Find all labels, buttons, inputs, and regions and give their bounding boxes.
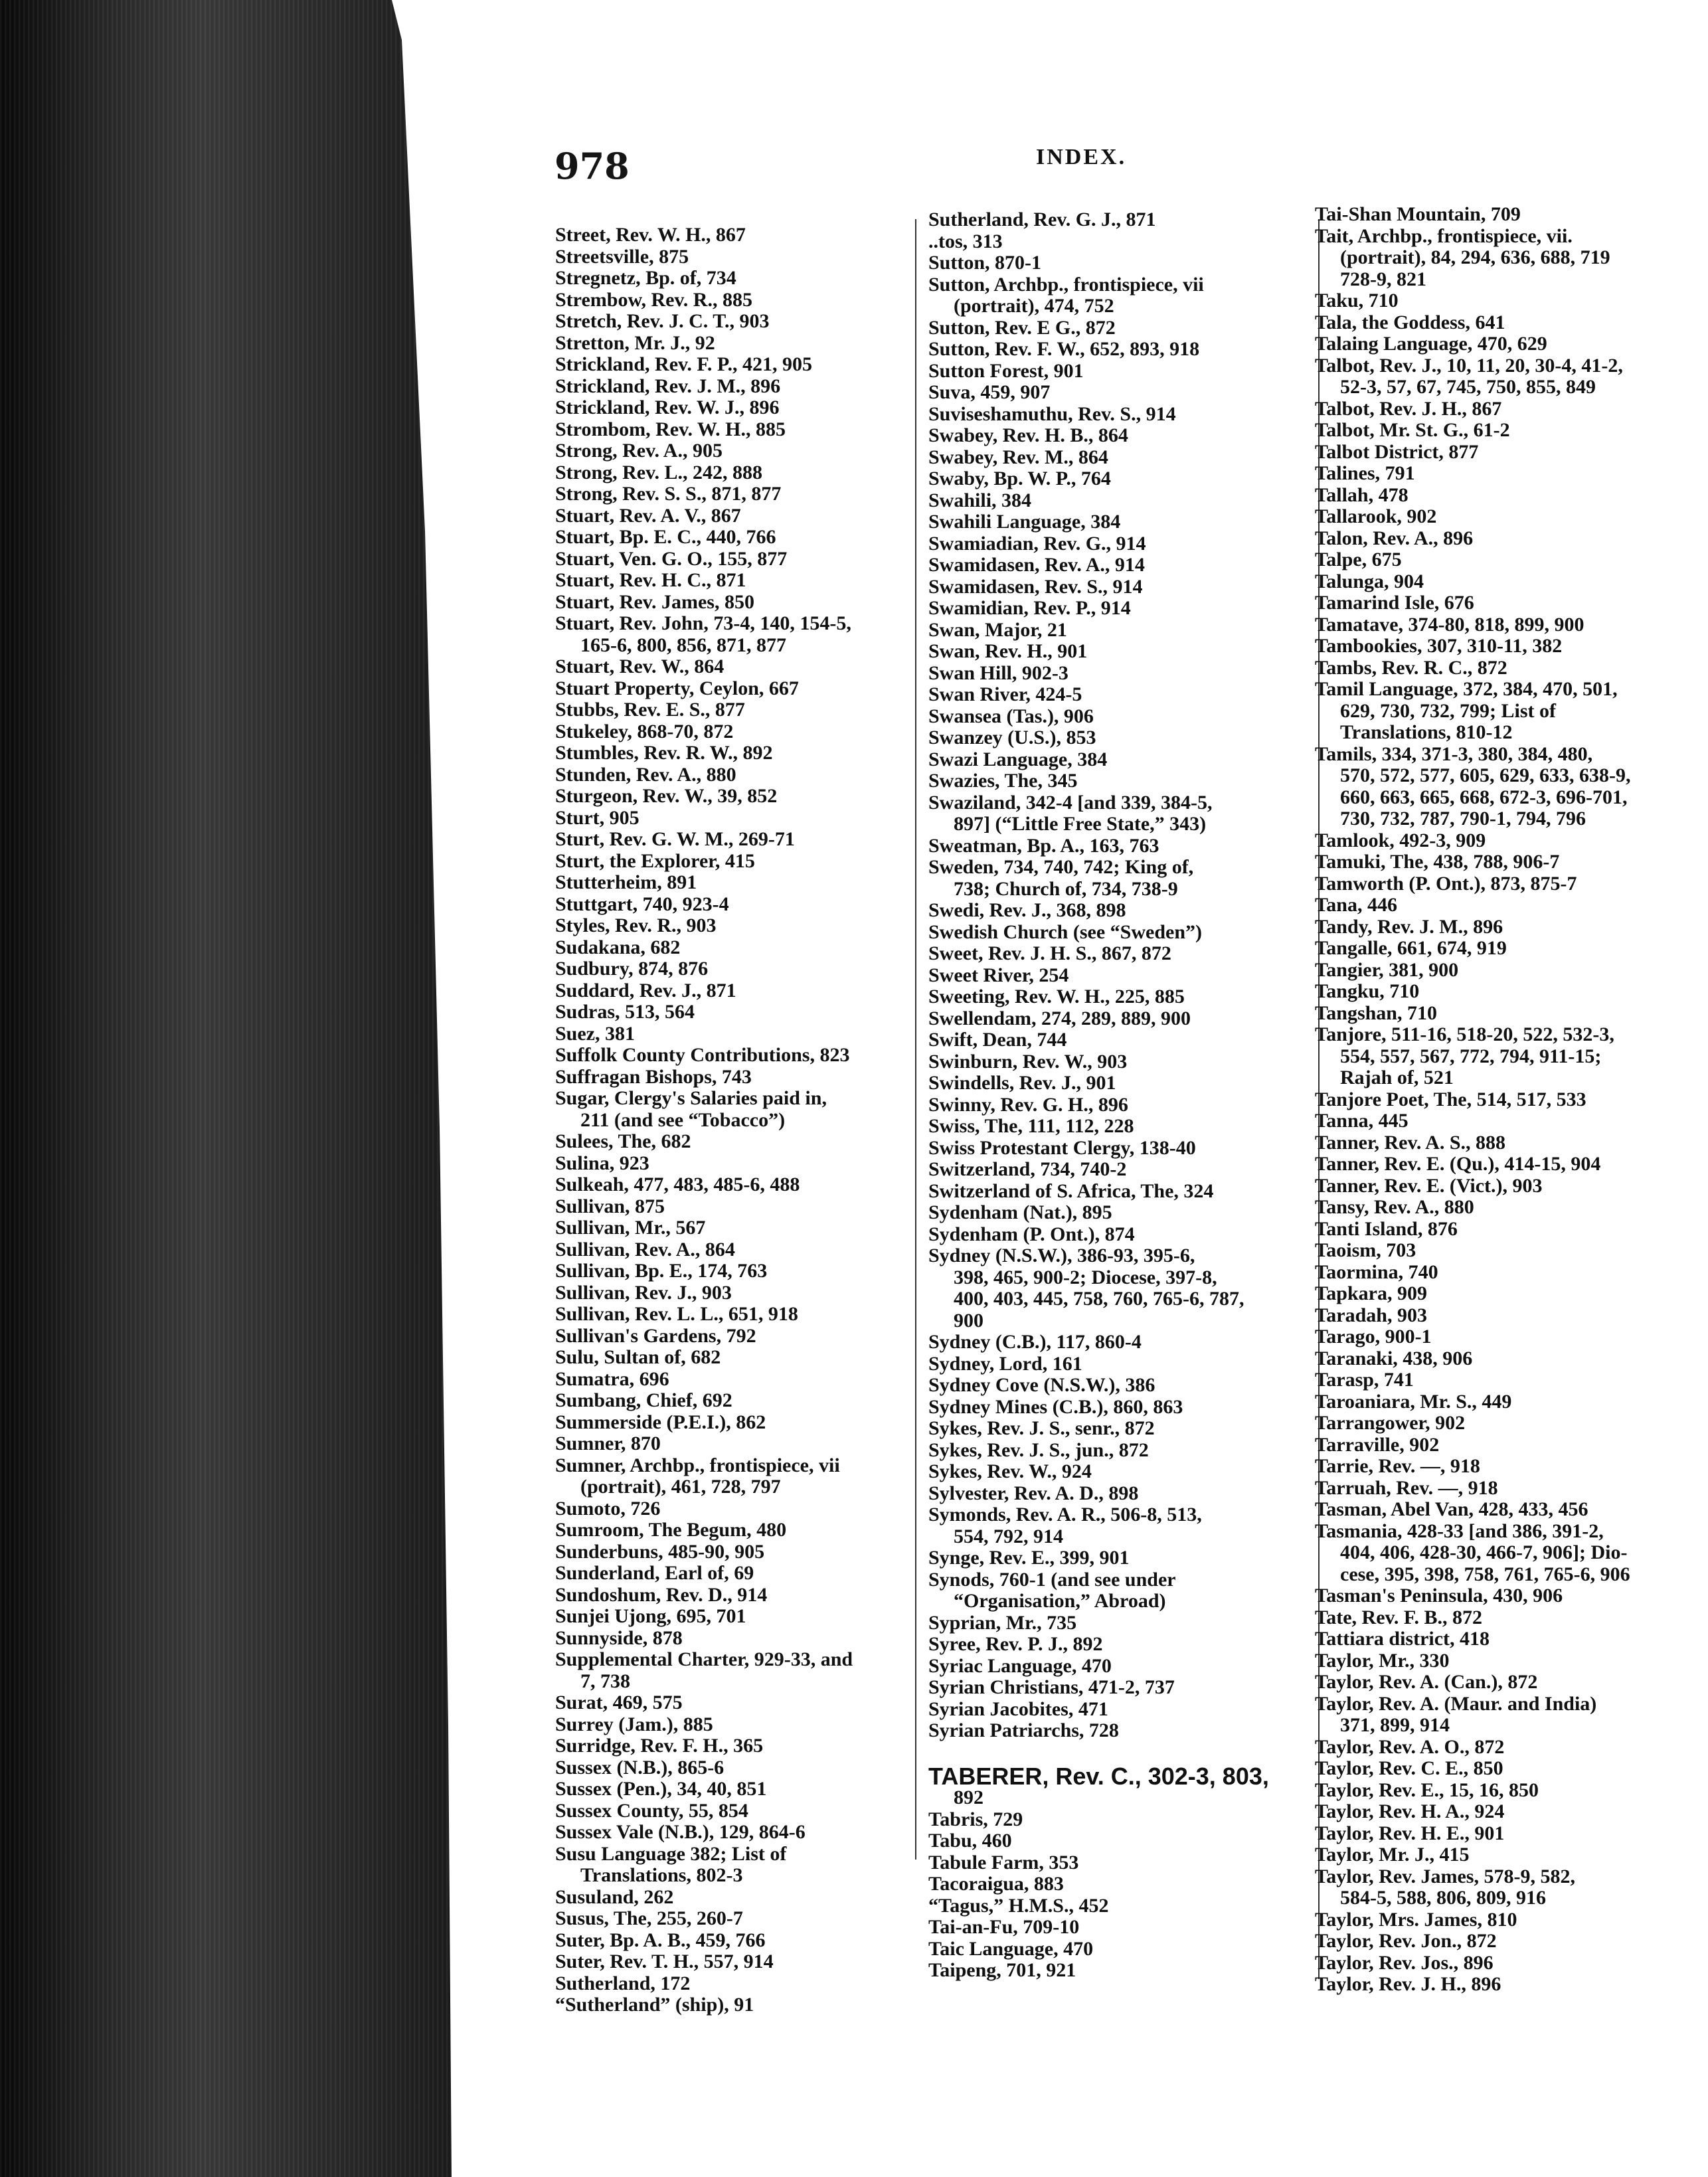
index-entry: Susu Language 382; List of bbox=[555, 1842, 787, 1865]
index-entry: Taylor, Rev. H. E., 901 bbox=[1315, 1822, 1505, 1844]
index-entry: Swahili Language, 384 bbox=[928, 511, 1121, 533]
index-entry: Taylor, Mr., 330 bbox=[1315, 1649, 1450, 1672]
index-entry: Taylor, Rev. H. A., 924 bbox=[1315, 1800, 1505, 1822]
index-entry: Taylor, Rev. C. E., 850 bbox=[1315, 1757, 1503, 1779]
index-entry: Tai-an-Fu, 709-10 bbox=[928, 1916, 1080, 1938]
index-entry: Taylor, Rev. J. H., 896 bbox=[1315, 1973, 1501, 1995]
index-entry: Suffragan Bishops, 743 bbox=[555, 1065, 752, 1088]
index-entry: Strickland, Rev. F. P., 421, 905 bbox=[555, 353, 812, 375]
index-entry: Styles, Rev. R., 903 bbox=[555, 914, 717, 936]
index-entry: Streetsville, 875 bbox=[555, 245, 689, 268]
index-entry: Tana, 446 bbox=[1315, 894, 1397, 916]
index-entry: Sudakana, 682 bbox=[555, 936, 681, 958]
index-entry: Suffolk County Contributions, 823 bbox=[555, 1044, 850, 1066]
index-column-1 bbox=[555, 224, 947, 2016]
index-entry: Stregnetz, Bp. of, 734 bbox=[555, 267, 736, 289]
index-entry-continuation: “Organisation,” Abroad) bbox=[954, 1590, 1166, 1612]
index-entry: Street, Rev. W. H., 867 bbox=[555, 224, 746, 246]
index-entry: Swan Hill, 902-3 bbox=[928, 661, 1068, 684]
index-entry: Sudbury, 874, 876 bbox=[555, 958, 709, 980]
index-entry: Tattiara district, 418 bbox=[1315, 1628, 1490, 1650]
index-entry: Swazi Language, 384 bbox=[928, 748, 1108, 770]
index-entry: Sylvester, Rev. A. D., 898 bbox=[928, 1482, 1139, 1504]
index-entry: Stuart, Rev. H. C., 871 bbox=[555, 569, 746, 591]
index-entry-continuation: (portrait), 461, 728, 797 bbox=[580, 1476, 781, 1498]
index-entry: Sunderland, Earl of, 69 bbox=[555, 1562, 754, 1584]
index-entry: Swamiadian, Rev. G., 914 bbox=[928, 532, 1146, 555]
index-entry: Stuart, Rev. A. V., 867 bbox=[555, 504, 741, 527]
index-entry: Syrian Patriarchs, 728 bbox=[928, 1719, 1119, 1741]
index-entry: Sulu, Sultan of, 682 bbox=[555, 1346, 721, 1368]
index-entry: Suter, Rev. T. H., 557, 914 bbox=[555, 1951, 774, 1972]
index-entry: Syrian Christians, 471-2, 737 bbox=[928, 1676, 1175, 1698]
index-entry: Taradah, 903 bbox=[1315, 1304, 1427, 1326]
index-entry: Swan, Major, 21 bbox=[928, 618, 1067, 641]
index-entry: Stutterheim, 891 bbox=[555, 871, 697, 893]
index-entry-continuation: 554, 557, 567, 772, 794, 911-15; bbox=[1340, 1045, 1602, 1067]
index-entry: Talunga, 904 bbox=[1315, 570, 1424, 592]
index-entry: Stuart, Ven. G. O., 155, 877 bbox=[555, 547, 788, 570]
index-entry: Swellendam, 274, 289, 889, 900 bbox=[928, 1007, 1191, 1029]
index-entry: Sudras, 513, 564 bbox=[555, 1001, 695, 1023]
index-entry: Swamidian, Rev. P., 914 bbox=[928, 597, 1131, 619]
index-entry: Sydenham (P. Ont.), 874 bbox=[928, 1223, 1135, 1245]
index-entry: Sulina, 923 bbox=[555, 1152, 649, 1174]
running-title: INDEX. bbox=[1036, 145, 1127, 169]
index-entry: TABERER, Rev. C., 302-3, 803, bbox=[928, 1762, 1269, 1790]
index-entry: Talon, Rev. A., 896 bbox=[1315, 527, 1474, 549]
index-entry: Sykes, Rev. J. S., jun., 872 bbox=[928, 1438, 1149, 1461]
index-entry: Tarruah, Rev. —, 918 bbox=[1315, 1476, 1498, 1499]
index-entry: Talaing Language, 470, 629 bbox=[1315, 333, 1547, 355]
index-entry: Talpe, 675 bbox=[1315, 549, 1402, 570]
index-entry: Tanner, Rev. E. (Qu.), 414-15, 904 bbox=[1315, 1153, 1601, 1175]
index-entry: Taranaki, 438, 906 bbox=[1315, 1347, 1473, 1369]
index-entry: Suez, 381 bbox=[555, 1022, 635, 1045]
index-entry: Syree, Rev. P. J., 892 bbox=[928, 1633, 1103, 1655]
index-entry: Strombom, Rev. W. H., 885 bbox=[555, 418, 786, 440]
index-entry: Sykes, Rev. W., 924 bbox=[928, 1460, 1092, 1482]
index-entry-continuation: 398, 465, 900-2; Diocese, 397-8, bbox=[954, 1266, 1217, 1288]
index-entry: Taylor, Rev. Jos., 896 bbox=[1315, 1951, 1494, 1974]
index-entry: Sweet, Rev. J. H. S., 867, 872 bbox=[928, 942, 1171, 964]
index-entry-continuation: 728-9, 821 bbox=[1340, 268, 1426, 290]
index-entry: Taylor, Rev. E., 15, 16, 850 bbox=[1315, 1779, 1539, 1801]
index-entry: Suva, 459, 907 bbox=[928, 381, 1051, 403]
index-entry: Swindells, Rev. J., 901 bbox=[928, 1072, 1116, 1094]
index-entry: Stunden, Rev. A., 880 bbox=[555, 763, 736, 786]
index-entry: Summerside (P.E.I.), 862 bbox=[555, 1411, 766, 1433]
index-entry: Tanna, 445 bbox=[1315, 1110, 1409, 1132]
index-entry: Sumbang, Chief, 692 bbox=[555, 1389, 732, 1411]
index-entry: Sussex (N.B.), 865-6 bbox=[555, 1756, 725, 1779]
index-entry: Sullivan, Rev. A., 864 bbox=[555, 1238, 735, 1261]
index-entry: Swift, Dean, 744 bbox=[928, 1029, 1067, 1051]
index-entry: Tambookies, 307, 310-11, 382 bbox=[1315, 635, 1563, 657]
index-entry: Taylor, Rev. Jon., 872 bbox=[1315, 1930, 1497, 1952]
index-entry: Tarasp, 741 bbox=[1315, 1369, 1414, 1391]
index-entry: Swanzey (U.S.), 853 bbox=[928, 727, 1096, 748]
index-entry: Stubbs, Rev. E. S., 877 bbox=[555, 699, 745, 721]
index-entry: Swansea (Tas.), 906 bbox=[928, 705, 1094, 727]
page-number: 978 bbox=[555, 145, 630, 187]
index-entry: Syprian, Mr., 735 bbox=[928, 1611, 1077, 1634]
index-entry: Surrey (Jam.), 885 bbox=[555, 1713, 713, 1735]
index-entry: Taylor, Rev. A. O., 872 bbox=[1315, 1735, 1505, 1758]
index-entry: Tamarind Isle, 676 bbox=[1315, 592, 1474, 614]
index-entry: Susuland, 262 bbox=[555, 1885, 674, 1908]
index-entry-continuation: 165-6, 800, 856, 871, 877 bbox=[580, 634, 786, 656]
index-entry: Sulees, The, 682 bbox=[555, 1130, 691, 1152]
index-entry: Tarrangower, 902 bbox=[1315, 1412, 1466, 1434]
index-entry: Swan, Rev. H., 901 bbox=[928, 640, 1088, 662]
index-entry: Tarraville, 902 bbox=[1315, 1433, 1440, 1456]
index-entry: Sydney, Lord, 161 bbox=[928, 1352, 1082, 1375]
index-entry: Swabey, Rev. M., 864 bbox=[928, 446, 1108, 468]
index-entry: ..tos, 313 bbox=[928, 230, 1003, 252]
index-entry: Sumner, Archbp., frontispiece, vii bbox=[555, 1454, 840, 1476]
index-entry: Tabule Farm, 353 bbox=[928, 1851, 1079, 1873]
index-entry: Tamworth (P. Ont.), 873, 875-7 bbox=[1315, 872, 1577, 895]
index-entry: Tasman's Peninsula, 430, 906 bbox=[1315, 1585, 1563, 1607]
index-entry: Sunjei Ujong, 695, 701 bbox=[555, 1605, 746, 1627]
index-entry: Sutherland, Rev. G. J., 871 bbox=[928, 209, 1156, 230]
index-entry-continuation: 738; Church of, 734, 738-9 bbox=[954, 877, 1178, 900]
index-entry-continuation: 897] (“Little Free State,” 343) bbox=[954, 813, 1207, 835]
index-entry: Swiss, The, 111, 112, 228 bbox=[928, 1115, 1134, 1137]
index-entry-continuation: 730, 732, 787, 790-1, 794, 796 bbox=[1340, 808, 1586, 829]
index-entry: Swinny, Rev. G. H., 896 bbox=[928, 1093, 1128, 1116]
index-entry: Taylor, Rev. A. (Maur. and India) bbox=[1315, 1692, 1597, 1715]
index-entry: Sturt, Rev. G. W. M., 269-71 bbox=[555, 828, 795, 850]
index-entry: Strickland, Rev. W. J., 896 bbox=[555, 396, 780, 418]
index-entry: Tacoraigua, 883 bbox=[928, 1873, 1064, 1895]
index-entry: Tangshan, 710 bbox=[1315, 1001, 1437, 1024]
index-entry: Sweden, 734, 740, 742; King of, bbox=[928, 856, 1194, 878]
index-entry: “Sutherland” (ship), 91 bbox=[555, 1994, 754, 2016]
index-entry: Synge, Rev. E., 399, 901 bbox=[928, 1547, 1130, 1569]
index-entry: Sussex (Pen.), 34, 40, 851 bbox=[555, 1778, 767, 1800]
index-entry-continuation: 570, 572, 577, 605, 629, 633, 638-9, bbox=[1340, 764, 1631, 786]
index-entry: Sumner, 870 bbox=[555, 1433, 661, 1454]
index-entry: Swazies, The, 345 bbox=[928, 770, 1078, 792]
index-entry: Stuart, Rev. James, 850 bbox=[555, 590, 754, 613]
index-entry: Tait, Archbp., frontispiece, vii. bbox=[1315, 224, 1573, 247]
index-entry: Strickland, Rev. J. M., 896 bbox=[555, 375, 781, 397]
index-entry: Tamuki, The, 438, 788, 906-7 bbox=[1315, 851, 1560, 873]
index-entry: Talbot District, 877 bbox=[1315, 440, 1479, 463]
index-entry: Talbot, Rev. J., 10, 11, 20, 30-4, 41-2, bbox=[1315, 354, 1623, 377]
index-entry: Sutherland, 172 bbox=[555, 1972, 691, 1994]
index-entry: Tamil Language, 372, 384, 470, 501, bbox=[1315, 678, 1618, 700]
index-entry: Taylor, Rev. A. (Can.), 872 bbox=[1315, 1671, 1538, 1693]
index-entry: Tanti Island, 876 bbox=[1315, 1217, 1458, 1240]
index-entry: Sykes, Rev. J. S., senr., 872 bbox=[928, 1417, 1155, 1439]
index-entry: Sutton, Rev. F. W., 652, 893, 918 bbox=[928, 338, 1200, 360]
index-entry: Switzerland, 734, 740-2 bbox=[928, 1158, 1127, 1180]
index-entry: Sussex County, 55, 854 bbox=[555, 1799, 748, 1822]
index-entry: Sullivan's Gardens, 792 bbox=[555, 1324, 756, 1347]
index-entry: Talines, 791 bbox=[1315, 462, 1415, 484]
index-entry: Tai-Shan Mountain, 709 bbox=[1315, 203, 1521, 225]
index-entry: Sturt, the Explorer, 415 bbox=[555, 849, 755, 872]
index-entry: Tangalle, 661, 674, 919 bbox=[1315, 937, 1507, 959]
index-entry: Stuttgart, 740, 923-4 bbox=[555, 893, 729, 915]
index-entry-continuation: Translations, 810-12 bbox=[1340, 721, 1513, 743]
index-entry: Sullivan, Rev. J., 903 bbox=[555, 1281, 732, 1304]
index-entry: Sumatra, 696 bbox=[555, 1367, 669, 1390]
index-entry: Sutton, Rev. E G., 872 bbox=[928, 316, 1116, 339]
index-entry: Tarrie, Rev. —, 918 bbox=[1315, 1455, 1480, 1477]
index-entry: Swiss Protestant Clergy, 138-40 bbox=[928, 1136, 1196, 1159]
index-entry: Talbot, Rev. J. H., 867 bbox=[1315, 397, 1502, 420]
book-edge bbox=[0, 0, 452, 2177]
index-entry: Sydney Cove (N.S.W.), 386 bbox=[928, 1374, 1155, 1396]
index-entry-continuation: 211 (and see “Tobacco”) bbox=[580, 1108, 786, 1131]
index-entry: Swedi, Rev. J., 368, 898 bbox=[928, 899, 1126, 921]
index-entry: Tanner, Rev. E. (Vict.), 903 bbox=[1315, 1174, 1543, 1197]
index-entry: Tabris, 729 bbox=[928, 1808, 1023, 1830]
index-entry: Sullivan, Rev. L. L., 651, 918 bbox=[555, 1303, 798, 1325]
index-entry: Sulkeah, 477, 483, 485-6, 488 bbox=[555, 1174, 800, 1195]
index-entry: “Tagus,” H.M.S., 452 bbox=[928, 1894, 1109, 1917]
index-entry: Swedish Church (see “Sweden”) bbox=[928, 920, 1202, 943]
index-entry: Taormina, 740 bbox=[1315, 1261, 1438, 1283]
index-entry: Tabu, 460 bbox=[928, 1830, 1012, 1852]
index-entry: Taylor, Mr. J., 415 bbox=[1315, 1844, 1470, 1866]
index-entry: Tamatave, 374-80, 818, 899, 900 bbox=[1315, 613, 1584, 636]
index-entry: Sturt, 905 bbox=[555, 806, 640, 829]
index-entry-continuation: (portrait), 474, 752 bbox=[954, 295, 1114, 317]
index-entry: Swabey, Rev. H. B., 864 bbox=[928, 424, 1128, 446]
index-entry: Suter, Bp. A. B., 459, 766 bbox=[555, 1929, 766, 1951]
index-entry: Taku, 710 bbox=[1315, 290, 1399, 311]
index-entry: Tamils, 334, 371-3, 380, 384, 480, bbox=[1315, 742, 1593, 765]
index-entry: Sunderbuns, 485-90, 905 bbox=[555, 1540, 765, 1563]
index-entry: Taoism, 703 bbox=[1315, 1239, 1416, 1261]
index-entry: Tanjore Poet, The, 514, 517, 533 bbox=[1315, 1088, 1586, 1110]
index-entry: Tallarook, 902 bbox=[1315, 505, 1437, 527]
index-entry-continuation: 52-3, 57, 67, 745, 750, 855, 849 bbox=[1340, 376, 1596, 398]
index-entry: Surat, 469, 575 bbox=[555, 1692, 683, 1713]
index-entry: Strong, Rev. S. S., 871, 877 bbox=[555, 483, 782, 505]
index-entry: Sullivan, Mr., 567 bbox=[555, 1217, 706, 1239]
index-column-2 bbox=[928, 209, 1314, 1982]
index-entry: Surridge, Rev. F. H., 365 bbox=[555, 1735, 764, 1757]
index-entry: Taroaniara, Mr. S., 449 bbox=[1315, 1390, 1512, 1413]
index-entry-continuation: Rajah of, 521 bbox=[1340, 1067, 1454, 1088]
index-entry: Tarago, 900-1 bbox=[1315, 1326, 1432, 1348]
index-entry: Taipeng, 701, 921 bbox=[928, 1959, 1076, 1981]
index-entry: Swaziland, 342-4 [and 339, 384-5, bbox=[928, 791, 1213, 814]
index-entry: Taic Language, 470 bbox=[928, 1937, 1094, 1960]
index-entry: Tala, the Goddess, 641 bbox=[1315, 311, 1505, 333]
index-entry: Stuart Property, Ceylon, 667 bbox=[555, 677, 799, 699]
index-entry: Sullivan, Bp. E., 174, 763 bbox=[555, 1260, 768, 1282]
index-entry: Sugar, Clergy's Salaries paid in, bbox=[555, 1087, 827, 1109]
index-entry-continuation: 371, 899, 914 bbox=[1340, 1714, 1450, 1736]
index-entry: Tate, Rev. F. B., 872 bbox=[1315, 1606, 1482, 1628]
index-entry: Sydenham (Nat.), 895 bbox=[928, 1201, 1112, 1223]
index-entry: Tasman, Abel Van, 428, 433, 456 bbox=[1315, 1498, 1588, 1520]
index-entry: Stumbles, Rev. R. W., 892 bbox=[555, 742, 773, 764]
index-entry: Swan River, 424-5 bbox=[928, 683, 1082, 705]
index-entry: Sunnyside, 878 bbox=[555, 1626, 683, 1649]
index-entry: Susus, The, 255, 260-7 bbox=[555, 1907, 743, 1929]
index-entry: Tansy, Rev. A., 880 bbox=[1315, 1196, 1474, 1218]
index-entry-continuation: 404, 406, 428-30, 466-7, 906]; Dio- bbox=[1340, 1541, 1628, 1563]
index-entry: Strembow, Rev. R., 885 bbox=[555, 288, 752, 311]
index-entry: Swinburn, Rev. W., 903 bbox=[928, 1050, 1128, 1073]
index-entry: Swahili, 384 bbox=[928, 489, 1032, 511]
index-entry-continuation: 629, 730, 732, 799; List of bbox=[1340, 699, 1556, 722]
index-entry: Sutton Forest, 901 bbox=[928, 359, 1084, 382]
index-entry-continuation: 7, 738 bbox=[580, 1670, 630, 1692]
index-entry: Stretch, Rev. J. C. T., 903 bbox=[555, 310, 770, 332]
index-entry: Sydney (C.B.), 117, 860-4 bbox=[928, 1331, 1142, 1353]
index-entry: Stretton, Mr. J., 92 bbox=[555, 331, 715, 354]
index-entry: Strong, Rev. L., 242, 888 bbox=[555, 461, 762, 483]
index-entry: Tallah, 478 bbox=[1315, 483, 1409, 506]
index-entry: Stuart, Bp. E. C., 440, 766 bbox=[555, 526, 776, 548]
index-entry: Tangku, 710 bbox=[1315, 980, 1420, 1002]
index-entry: Tanjore, 511-16, 518-20, 522, 532-3, bbox=[1315, 1023, 1614, 1045]
index-entry: Sumoto, 726 bbox=[555, 1497, 661, 1520]
index-entry: Tambs, Rev. R. C., 872 bbox=[1315, 656, 1507, 679]
index-entry: Swamidasen, Rev. S., 914 bbox=[928, 575, 1143, 598]
index-entry: Sweeting, Rev. W. H., 225, 885 bbox=[928, 986, 1185, 1007]
index-entry: Tandy, Rev. J. M., 896 bbox=[1315, 915, 1503, 938]
index-entry-continuation: Translations, 802-3 bbox=[580, 1864, 743, 1886]
index-entry: Swaby, Bp. W. P., 764 bbox=[928, 468, 1111, 489]
index-entry-continuation: 892 bbox=[954, 1786, 983, 1808]
index-entry: Sweet River, 254 bbox=[928, 964, 1069, 986]
index-entry: Syriac Language, 470 bbox=[928, 1654, 1112, 1677]
index-entry-continuation: 400, 403, 445, 758, 760, 765-6, 787, bbox=[954, 1288, 1244, 1310]
index-entry-continuation: cese, 395, 398, 758, 761, 765-6, 906 bbox=[1340, 1563, 1630, 1585]
index-entry-continuation: 660, 663, 665, 668, 672-3, 696-701, bbox=[1340, 786, 1628, 808]
index-entry-continuation: 554, 792, 914 bbox=[954, 1525, 1063, 1547]
index-entry: Tanner, Rev. A. S., 888 bbox=[1315, 1131, 1506, 1154]
index-entry: Supplemental Charter, 929-33, and bbox=[555, 1648, 853, 1670]
index-entry: Syrian Jacobites, 471 bbox=[928, 1698, 1108, 1720]
index-entry: Stukeley, 868-70, 872 bbox=[555, 720, 734, 742]
index-entry: Sutton, Archbp., frontispiece, vii bbox=[928, 273, 1204, 296]
index-entry: Swamidasen, Rev. A., 914 bbox=[928, 554, 1145, 576]
index-entry: Symonds, Rev. A. R., 506-8, 513, bbox=[928, 1504, 1202, 1525]
index-entry: Sullivan, 875 bbox=[555, 1195, 665, 1217]
index-entry: Stuart, Rev. John, 73-4, 140, 154-5, bbox=[555, 612, 851, 634]
index-column-3 bbox=[1315, 204, 1697, 1996]
index-entry: Synods, 760-1 (and see under bbox=[928, 1568, 1176, 1591]
index-entry: Stuart, Rev. W., 864 bbox=[555, 655, 725, 677]
index-entry: Sussex Vale (N.B.), 129, 864-6 bbox=[555, 1821, 806, 1843]
index-entry: Tapkara, 909 bbox=[1315, 1282, 1427, 1304]
index-entry: Sweatman, Bp. A., 163, 763 bbox=[928, 834, 1159, 857]
index-entry: Sumroom, The Begum, 480 bbox=[555, 1519, 787, 1541]
index-entry: Taylor, Rev. James, 578-9, 582, bbox=[1315, 1865, 1575, 1887]
index-entry: Tasmania, 428-33 [and 386, 391-2, bbox=[1315, 1520, 1604, 1542]
index-entry: Strong, Rev. A., 905 bbox=[555, 440, 723, 462]
index-entry: Sydney Mines (C.B.), 860, 863 bbox=[928, 1395, 1183, 1418]
index-entry-continuation: (portrait), 84, 294, 636, 688, 719 bbox=[1340, 246, 1610, 268]
index-entry: Suviseshamuthu, Rev. S., 914 bbox=[928, 402, 1176, 425]
index-entry: Suddard, Rev. J., 871 bbox=[555, 979, 736, 1001]
index-entry: Sutton, 870-1 bbox=[928, 252, 1042, 274]
index-entry: Sydney (N.S.W.), 386-93, 395-6, bbox=[928, 1245, 1195, 1266]
index-entry-continuation: 584-5, 588, 806, 809, 916 bbox=[1340, 1887, 1546, 1909]
index-entry-continuation: 900 bbox=[954, 1309, 983, 1332]
index-entry: Sturgeon, Rev. W., 39, 852 bbox=[555, 785, 778, 807]
index-entry: Talbot, Mr. St. G., 61-2 bbox=[1315, 419, 1510, 441]
index-entry: Taylor, Mrs. James, 810 bbox=[1315, 1908, 1517, 1931]
index-entry: Sundoshum, Rev. D., 914 bbox=[555, 1583, 768, 1606]
index-entry: Tangier, 381, 900 bbox=[1315, 958, 1459, 981]
index-entry: Tamlook, 492-3, 909 bbox=[1315, 829, 1486, 851]
index-entry: Switzerland of S. Africa, The, 324 bbox=[928, 1179, 1214, 1202]
